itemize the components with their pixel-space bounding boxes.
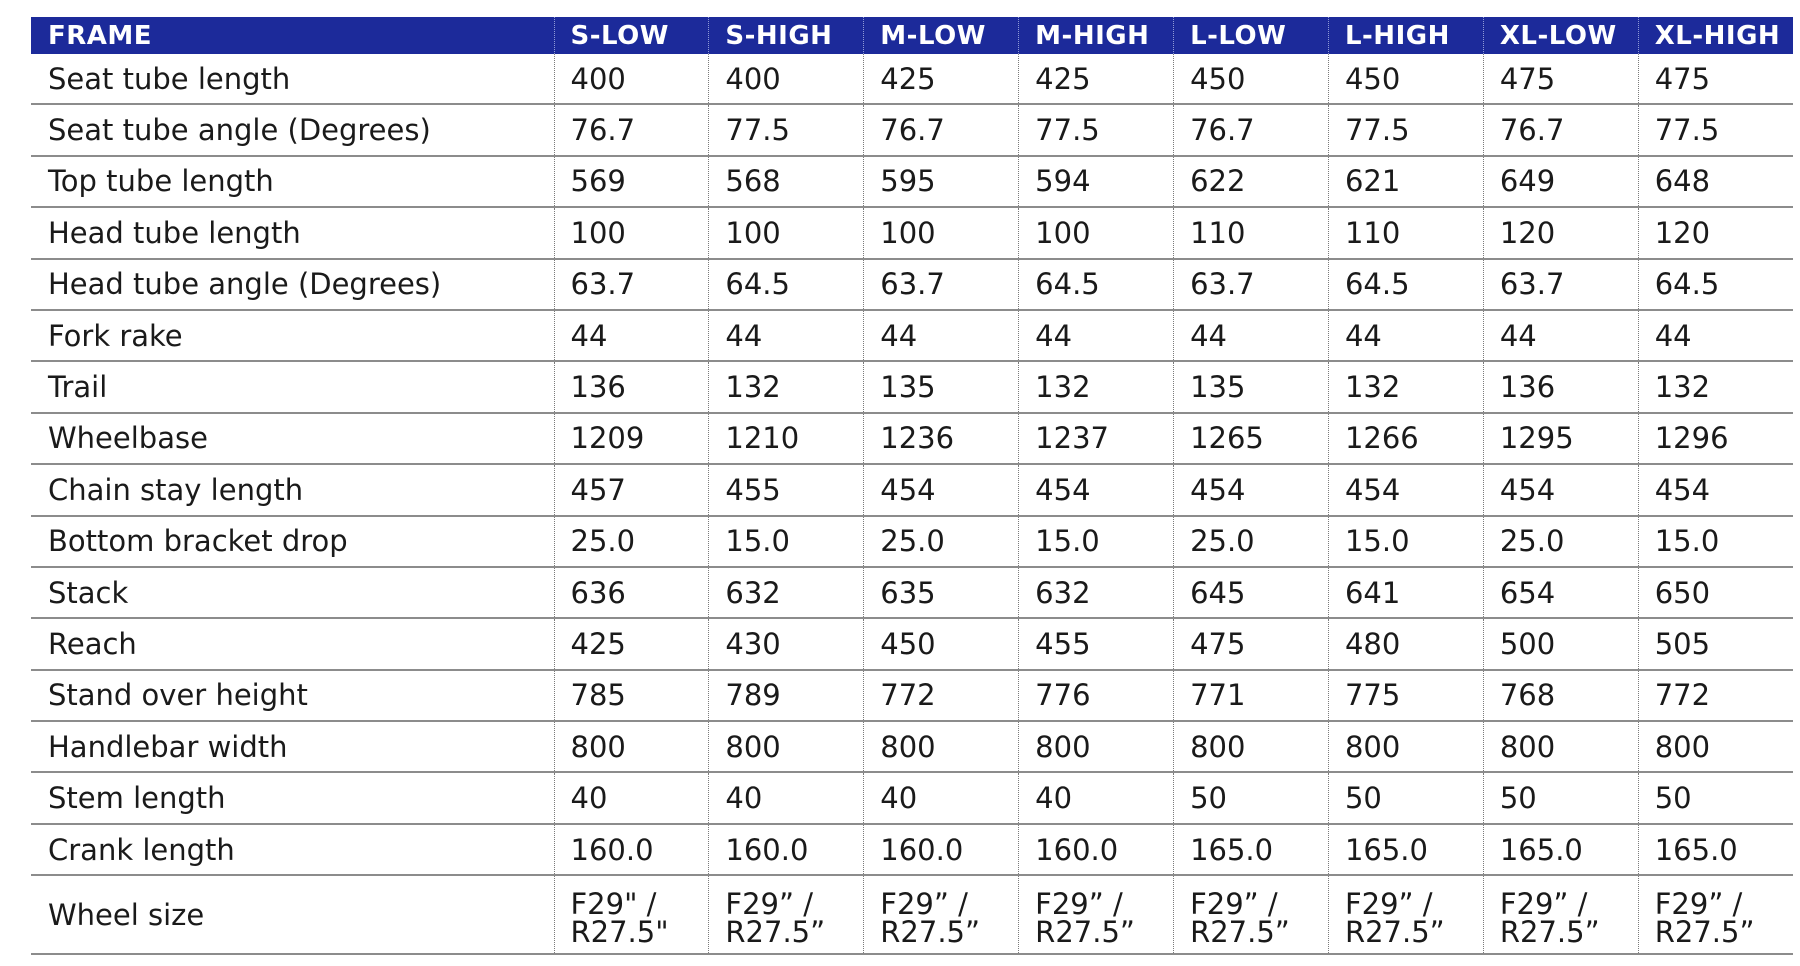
cell-wheel-size-xl-low (1483, 875, 1638, 954)
cell-trail-s-high: 132 (709, 361, 864, 412)
row-label: Stack (31, 567, 554, 618)
table-row-head-tube-angle-degrees (31, 259, 1793, 310)
row-label: Stem length (31, 772, 554, 823)
cell-seat-tube-length-s-high: 400 (709, 54, 864, 104)
table-row-seat-tube-length (31, 54, 1793, 104)
cell-top-tube-length-m-high: 594 (1019, 156, 1174, 207)
cell-fork-rake-xl-low: 44 (1483, 310, 1638, 361)
cell-stack-s-high: 632 (709, 567, 864, 618)
cell-wheelbase-s-low: 1209 (554, 413, 709, 464)
row-label: Stand over height (31, 670, 554, 721)
cell-chain-stay-length-xl-high: 454 (1638, 464, 1793, 515)
geometry-table (31, 17, 1793, 955)
cell-trail-m-low: 135 (864, 361, 1019, 412)
wheel-rear-size: R27.5” (880, 914, 981, 949)
cell-chain-stay-length-l-low: 454 (1174, 464, 1329, 515)
cell-stand-over-height-l-low: 771 (1174, 670, 1329, 721)
cell-reach-m-low: 450 (864, 618, 1019, 669)
cell-seat-tube-angle-degrees-s-low: 76.7 (554, 104, 709, 155)
header-size-m-high: M-HIGH (1019, 17, 1174, 54)
row-label: Top tube length (31, 156, 554, 207)
table-row-wheelbase (31, 413, 1793, 464)
cell-fork-rake-xl-high: 44 (1638, 310, 1793, 361)
cell-reach-l-high: 480 (1328, 618, 1483, 669)
cell-top-tube-length-s-high: 568 (709, 156, 864, 207)
cell-fork-rake-s-low: 44 (554, 310, 709, 361)
cell-seat-tube-angle-degrees-s-high: 77.5 (709, 104, 864, 155)
cell-seat-tube-length-m-low: 425 (864, 54, 1019, 104)
cell-stack-l-low: 645 (1174, 567, 1329, 618)
cell-chain-stay-length-s-low: 457 (554, 464, 709, 515)
wheel-front-size: F29” / (1035, 886, 1123, 921)
cell-chain-stay-length-l-high: 454 (1328, 464, 1483, 515)
row-label: Head tube length (31, 207, 554, 258)
cell-crank-length-l-low: 165.0 (1174, 824, 1329, 875)
table-row-handlebar-width (31, 721, 1793, 772)
table-row-crank-length (31, 824, 1793, 875)
cell-head-tube-length-s-high: 100 (709, 207, 864, 258)
cell-crank-length-s-low: 160.0 (554, 824, 709, 875)
cell-stack-m-high: 632 (1019, 567, 1174, 618)
table-header-row (31, 17, 1793, 54)
cell-stack-xl-high: 650 (1638, 567, 1793, 618)
cell-top-tube-length-m-low: 595 (864, 156, 1019, 207)
cell-head-tube-length-m-low: 100 (864, 207, 1019, 258)
cell-head-tube-angle-degrees-xl-high: 64.5 (1638, 259, 1793, 310)
cell-wheelbase-xl-low: 1295 (1483, 413, 1638, 464)
cell-top-tube-length-l-high: 621 (1328, 156, 1483, 207)
wheel-rear-size: R27.5” (1344, 914, 1445, 949)
cell-top-tube-length-xl-low: 649 (1483, 156, 1638, 207)
row-label: Chain stay length (31, 464, 554, 515)
wheel-front-size: F29” / (1499, 886, 1588, 921)
cell-reach-xl-low: 500 (1483, 618, 1638, 669)
cell-stand-over-height-xl-low: 768 (1483, 670, 1638, 721)
cell-seat-tube-length-m-high: 425 (1019, 54, 1174, 104)
cell-handlebar-width-m-high: 800 (1019, 721, 1174, 772)
cell-stack-s-low: 636 (554, 567, 709, 618)
cell-head-tube-angle-degrees-m-low: 63.7 (864, 259, 1019, 310)
wheel-rear-size: R27.5” (1035, 914, 1135, 949)
table-row-stack (31, 567, 1793, 618)
cell-seat-tube-length-xl-high: 475 (1638, 54, 1793, 104)
cell-bottom-bracket-drop-l-high: 15.0 (1328, 516, 1483, 567)
cell-reach-l-low: 475 (1174, 618, 1329, 669)
cell-seat-tube-angle-degrees-l-high: 77.5 (1328, 104, 1483, 155)
row-label: Handlebar width (31, 721, 554, 772)
cell-chain-stay-length-xl-low: 454 (1483, 464, 1638, 515)
cell-trail-l-high: 132 (1328, 361, 1483, 412)
cell-bottom-bracket-drop-m-low: 25.0 (864, 516, 1019, 567)
cell-bottom-bracket-drop-s-low: 25.0 (554, 516, 709, 567)
cell-stand-over-height-s-low: 785 (554, 670, 709, 721)
table-row-wheel-size (31, 875, 1793, 954)
wheel-front-size: F29” / (725, 886, 813, 921)
cell-head-tube-length-xl-high: 120 (1638, 207, 1793, 258)
cell-crank-length-m-high: 160.0 (1019, 824, 1174, 875)
table-row-bottom-bracket-drop (31, 516, 1793, 567)
header-size-m-low: M-LOW (864, 17, 1019, 54)
cell-head-tube-angle-degrees-l-high: 64.5 (1328, 259, 1483, 310)
cell-crank-length-m-low: 160.0 (864, 824, 1019, 875)
cell-fork-rake-s-high: 44 (709, 310, 864, 361)
cell-chain-stay-length-m-high: 454 (1019, 464, 1174, 515)
cell-handlebar-width-l-low: 800 (1174, 721, 1329, 772)
cell-bottom-bracket-drop-m-high: 15.0 (1019, 516, 1174, 567)
cell-trail-xl-low: 136 (1483, 361, 1638, 412)
cell-stem-length-s-high: 40 (709, 772, 864, 823)
cell-top-tube-length-l-low: 622 (1174, 156, 1329, 207)
cell-crank-length-xl-high: 165.0 (1638, 824, 1793, 875)
header-size-l-high: L-HIGH (1328, 17, 1483, 54)
cell-chain-stay-length-s-high: 455 (709, 464, 864, 515)
cell-wheel-size-s-high (709, 875, 864, 954)
cell-trail-l-low: 135 (1174, 361, 1329, 412)
cell-seat-tube-angle-degrees-xl-low: 76.7 (1483, 104, 1638, 155)
header-size-xl-high: XL-HIGH (1638, 17, 1793, 54)
wheel-rear-size: R27.5” (1499, 914, 1600, 949)
cell-head-tube-angle-degrees-s-high: 64.5 (709, 259, 864, 310)
table-row-stand-over-height (31, 670, 1793, 721)
table-row-chain-stay-length (31, 464, 1793, 515)
wheel-front-size: F29” / (1190, 886, 1278, 921)
cell-handlebar-width-s-high: 800 (709, 721, 864, 772)
row-label: Wheel size (31, 875, 554, 954)
cell-crank-length-l-high: 165.0 (1328, 824, 1483, 875)
wheel-rear-size: R27.5" (570, 914, 669, 949)
cell-stem-length-xl-high: 50 (1638, 772, 1793, 823)
cell-stand-over-height-m-low: 772 (864, 670, 1019, 721)
cell-chain-stay-length-m-low: 454 (864, 464, 1019, 515)
cell-head-tube-length-l-high: 110 (1328, 207, 1483, 258)
cell-stem-length-xl-low: 50 (1483, 772, 1638, 823)
cell-seat-tube-angle-degrees-m-high: 77.5 (1019, 104, 1174, 155)
cell-wheel-size-s-low (554, 875, 709, 954)
table-row-trail (31, 361, 1793, 412)
cell-stack-xl-low: 654 (1483, 567, 1638, 618)
cell-reach-s-high: 430 (709, 618, 864, 669)
wheel-rear-size: R27.5” (725, 914, 826, 949)
cell-seat-tube-length-l-low: 450 (1174, 54, 1329, 104)
cell-bottom-bracket-drop-xl-low: 25.0 (1483, 516, 1638, 567)
cell-head-tube-length-m-high: 100 (1019, 207, 1174, 258)
cell-fork-rake-l-low: 44 (1174, 310, 1329, 361)
cell-wheel-size-xl-high (1638, 875, 1793, 954)
row-label: Seat tube length (31, 54, 554, 104)
cell-fork-rake-m-high: 44 (1019, 310, 1174, 361)
cell-bottom-bracket-drop-xl-high: 15.0 (1638, 516, 1793, 567)
cell-bottom-bracket-drop-s-high: 15.0 (709, 516, 864, 567)
row-label: Bottom bracket drop (31, 516, 554, 567)
wheel-front-size: F29” / (1654, 886, 1743, 921)
header-frame: FRAME (31, 17, 554, 54)
row-label: Trail (31, 361, 554, 412)
cell-fork-rake-m-low: 44 (864, 310, 1019, 361)
cell-stem-length-m-low: 40 (864, 772, 1019, 823)
cell-stack-l-high: 641 (1328, 567, 1483, 618)
cell-trail-m-high: 132 (1019, 361, 1174, 412)
cell-stand-over-height-xl-high: 772 (1638, 670, 1793, 721)
cell-handlebar-width-m-low: 800 (864, 721, 1019, 772)
cell-seat-tube-angle-degrees-m-low: 76.7 (864, 104, 1019, 155)
cell-wheelbase-l-high: 1266 (1328, 413, 1483, 464)
table-row-reach (31, 618, 1793, 669)
row-label: Fork rake (31, 310, 554, 361)
cell-bottom-bracket-drop-l-low: 25.0 (1174, 516, 1329, 567)
cell-head-tube-length-xl-low: 120 (1483, 207, 1638, 258)
cell-stand-over-height-l-high: 775 (1328, 670, 1483, 721)
cell-seat-tube-length-xl-low: 475 (1483, 54, 1638, 104)
cell-crank-length-s-high: 160.0 (709, 824, 864, 875)
cell-wheel-size-m-high (1019, 875, 1174, 954)
cell-seat-tube-angle-degrees-xl-high: 77.5 (1638, 104, 1793, 155)
cell-wheelbase-xl-high: 1296 (1638, 413, 1793, 464)
cell-handlebar-width-l-high: 800 (1328, 721, 1483, 772)
cell-stem-length-l-high: 50 (1328, 772, 1483, 823)
cell-trail-s-low: 136 (554, 361, 709, 412)
cell-crank-length-xl-low: 165.0 (1483, 824, 1638, 875)
table-row-stem-length (31, 772, 1793, 823)
cell-head-tube-angle-degrees-xl-low: 63.7 (1483, 259, 1638, 310)
wheel-rear-size: R27.5” (1654, 914, 1755, 949)
table-body (31, 54, 1793, 954)
cell-reach-m-high: 455 (1019, 618, 1174, 669)
cell-reach-s-low: 425 (554, 618, 709, 669)
cell-wheel-size-m-low (864, 875, 1019, 954)
cell-head-tube-length-s-low: 100 (554, 207, 709, 258)
cell-stem-length-m-high: 40 (1019, 772, 1174, 823)
row-label: Seat tube angle (Degrees) (31, 104, 554, 155)
cell-reach-xl-high: 505 (1638, 618, 1793, 669)
cell-head-tube-angle-degrees-m-high: 64.5 (1019, 259, 1174, 310)
cell-stand-over-height-s-high: 789 (709, 670, 864, 721)
header-size-s-high: S-HIGH (709, 17, 864, 54)
cell-wheelbase-s-high: 1210 (709, 413, 864, 464)
cell-seat-tube-length-l-high: 450 (1328, 54, 1483, 104)
cell-stem-length-s-low: 40 (554, 772, 709, 823)
row-label: Head tube angle (Degrees) (31, 259, 554, 310)
cell-wheel-size-l-high (1328, 875, 1483, 954)
cell-head-tube-angle-degrees-l-low: 63.7 (1174, 259, 1329, 310)
cell-stem-length-l-low: 50 (1174, 772, 1329, 823)
wheel-rear-size: R27.5” (1190, 914, 1290, 949)
header-size-xl-low: XL-LOW (1483, 17, 1638, 54)
cell-handlebar-width-xl-low: 800 (1483, 721, 1638, 772)
cell-top-tube-length-s-low: 569 (554, 156, 709, 207)
row-label: Wheelbase (31, 413, 554, 464)
header-size-l-low: L-LOW (1174, 17, 1329, 54)
cell-fork-rake-l-high: 44 (1328, 310, 1483, 361)
wheel-front-size: F29” / (1344, 886, 1433, 921)
cell-handlebar-width-xl-high: 800 (1638, 721, 1793, 772)
table-row-top-tube-length (31, 156, 1793, 207)
cell-wheelbase-m-high: 1237 (1019, 413, 1174, 464)
cell-wheelbase-l-low: 1265 (1174, 413, 1329, 464)
cell-wheel-size-l-low (1174, 875, 1329, 954)
header-size-s-low: S-LOW (554, 17, 709, 54)
cell-seat-tube-angle-degrees-l-low: 76.7 (1174, 104, 1329, 155)
cell-seat-tube-length-s-low: 400 (554, 54, 709, 104)
cell-wheelbase-m-low: 1236 (864, 413, 1019, 464)
table-row-head-tube-length (31, 207, 1793, 258)
table-row-seat-tube-angle-degrees (31, 104, 1793, 155)
row-label: Crank length (31, 824, 554, 875)
wheel-front-size: F29" / (570, 886, 657, 921)
cell-trail-xl-high: 132 (1638, 361, 1793, 412)
cell-head-tube-angle-degrees-s-low: 63.7 (554, 259, 709, 310)
cell-head-tube-length-l-low: 110 (1174, 207, 1329, 258)
wheel-front-size: F29” / (880, 886, 968, 921)
cell-stand-over-height-m-high: 776 (1019, 670, 1174, 721)
cell-top-tube-length-xl-high: 648 (1638, 156, 1793, 207)
cell-handlebar-width-s-low: 800 (554, 721, 709, 772)
table-row-fork-rake (31, 310, 1793, 361)
cell-stack-m-low: 635 (864, 567, 1019, 618)
row-label: Reach (31, 618, 554, 669)
